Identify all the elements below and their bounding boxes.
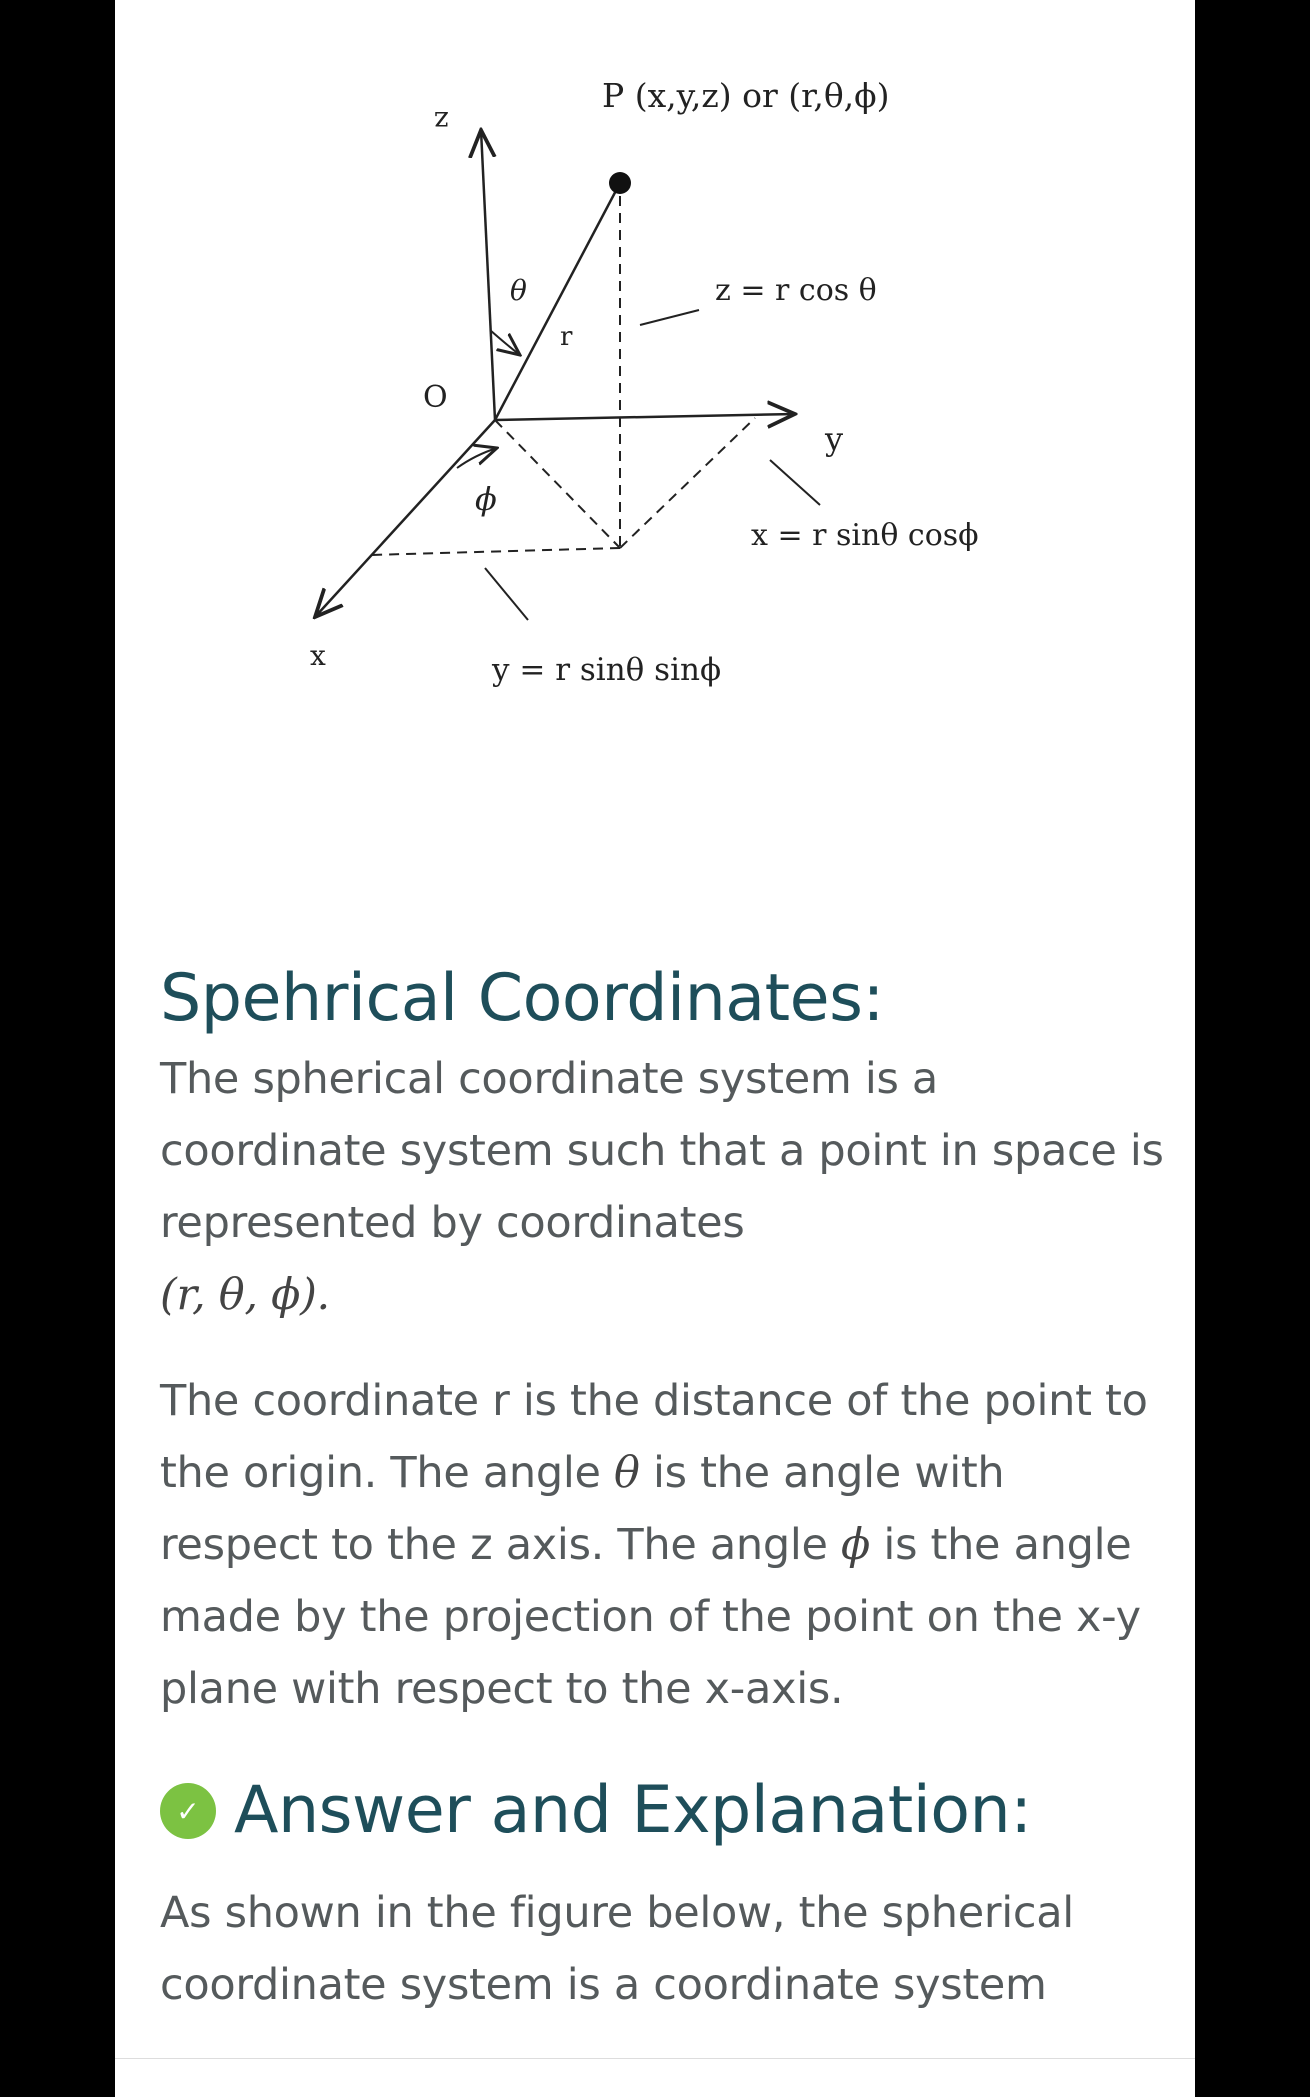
- section-title: Spehrical Coordinates:: [160, 961, 884, 1036]
- x-formula: x = r sinθ cosϕ: [751, 518, 979, 553]
- z-formula: z = r cos θ: [715, 273, 877, 308]
- phi-label: ϕ: [475, 480, 497, 518]
- y-formula-leader: [485, 568, 528, 620]
- y-axis-line: [495, 414, 795, 420]
- definition-text-b: is the angle with respect to the z axis. The angle: [160, 1448, 1005, 1570]
- point-p-dot: [609, 172, 631, 194]
- definition-paragraph: [160, 1365, 1170, 1725]
- proj-origin-dashed: [495, 420, 620, 548]
- answer-paragraph: As shown in the figure below, the spherical coordinate system is a coordinate system: [160, 1888, 1074, 2010]
- theta-arc-arrow: [490, 330, 520, 355]
- definition-text-a: The coordinate r is the distance of the point to the origin. The angle: [160, 1376, 1148, 1498]
- coordinates-math: (r, θ, ϕ).: [160, 1270, 330, 1320]
- definition-text-c: is the angle made by the projection of the point on the x-y plane with respect to the x-axis.: [160, 1520, 1141, 1714]
- intro-text: The spherical coordinate system is a coordinate system such that a point in space is represented by coordinates: [160, 1054, 1164, 1248]
- x-axis-label: x: [310, 639, 326, 672]
- theta-label: θ: [510, 274, 527, 307]
- x-axis-line: [315, 420, 495, 617]
- y-formula: y = r sinθ sinϕ: [492, 652, 722, 688]
- z-axis-line: [481, 130, 495, 420]
- proj-x-dashed: [370, 548, 620, 555]
- phi-arc-arrow: [457, 448, 497, 468]
- article-page: [115, 0, 1195, 2097]
- answer-title: Answer and Explanation:: [234, 1773, 1032, 1848]
- r-label: r: [560, 322, 573, 352]
- phi-symbol: ϕ: [841, 1520, 871, 1570]
- x-formula-leader: [770, 460, 820, 505]
- z-axis-label: z: [434, 105, 449, 138]
- bottom-divider: [115, 2058, 1195, 2059]
- check-icon: ✓: [160, 1783, 216, 1839]
- point-label: P (x,y,z) or (r,θ,ϕ): [602, 76, 890, 115]
- proj-y-dashed: [620, 418, 755, 548]
- z-formula-leader: [640, 310, 699, 325]
- spherical-coordinates-figure: [115, 0, 1195, 760]
- article-content: [160, 955, 1170, 2021]
- y-axis-label: y: [825, 420, 844, 458]
- intro-paragraph: [160, 1043, 1170, 1331]
- answer-heading: [160, 1767, 1170, 1855]
- theta-symbol: θ: [614, 1448, 640, 1498]
- origin-label: O: [423, 380, 448, 415]
